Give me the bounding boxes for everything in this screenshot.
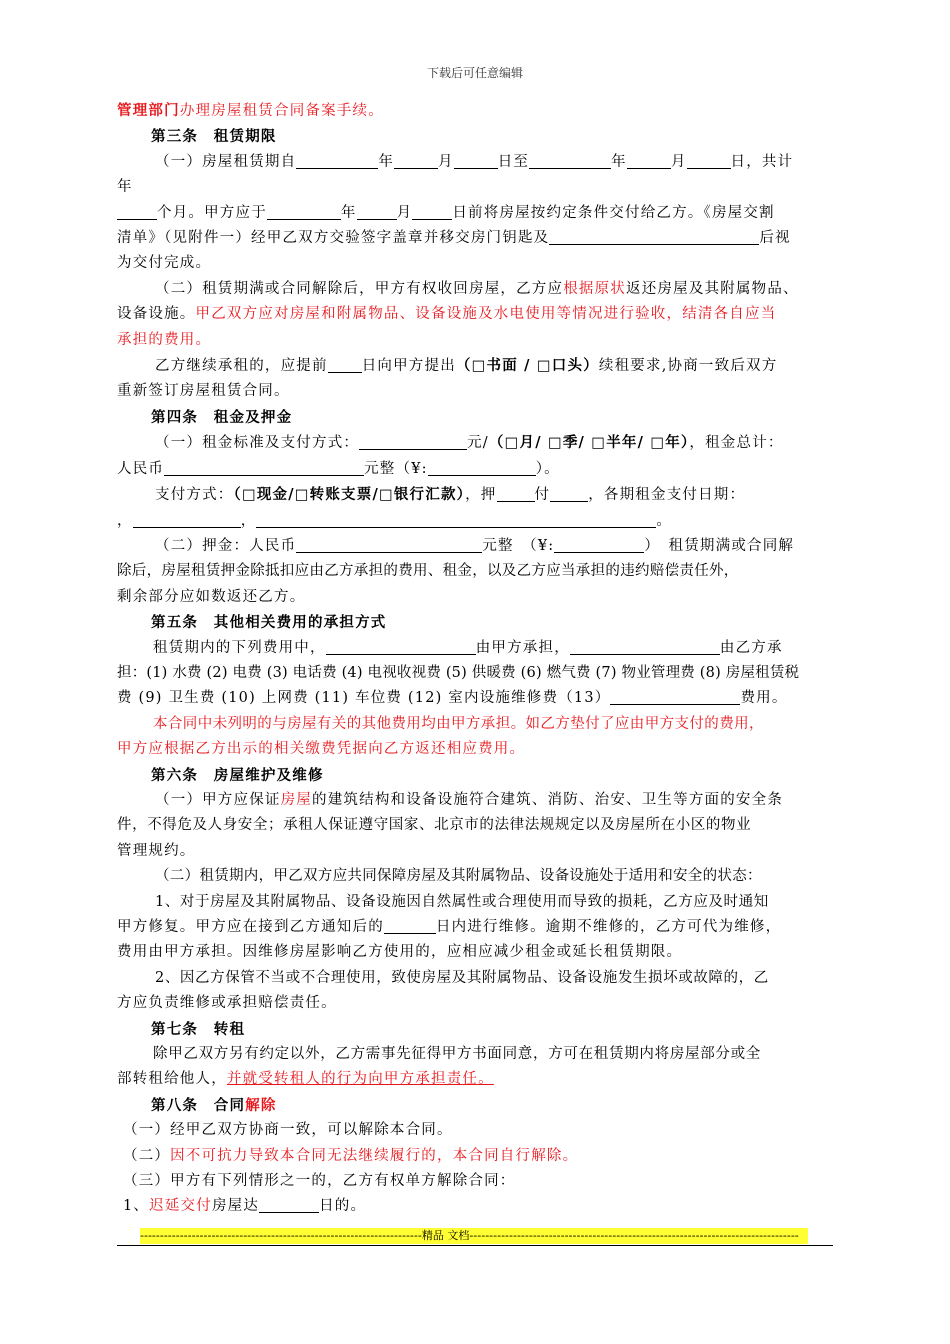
blank-line bbox=[554, 535, 644, 553]
blank-line bbox=[328, 355, 362, 373]
paragraph bbox=[117, 636, 837, 661]
paragraph: 管理规约。 bbox=[117, 842, 196, 859]
footer-dashes-left: ----------------------------------------------------------------------- bbox=[140, 1229, 422, 1242]
blank-line bbox=[267, 202, 341, 220]
text: 月 bbox=[670, 153, 687, 170]
blank-line bbox=[529, 151, 611, 169]
paragraph bbox=[117, 534, 837, 559]
text: 费用。 bbox=[740, 690, 788, 707]
paragraph: 1、对于房屋及其附属物品、设备设施因自然属性或合理使用而导致的损耗，乙方应及时通知 bbox=[155, 893, 769, 910]
red-text: 办理房屋租赁合同备案手续。 bbox=[179, 103, 384, 119]
text: ，租金总计： bbox=[689, 435, 784, 452]
text: 付 bbox=[534, 487, 551, 504]
text: 元/ bbox=[467, 435, 489, 452]
paragraph bbox=[117, 915, 837, 940]
text: （二）租赁期满或合同解除后，甲方有权收回房屋，乙方应 bbox=[155, 280, 564, 297]
text: 部转租给他人， bbox=[117, 1071, 227, 1088]
red-text: 房屋 bbox=[280, 791, 313, 808]
paragraph: 除后，房屋租赁押金除抵扣应由乙方承担的费用、租金，以及乙方应当承担的违约赔偿责任外， bbox=[117, 563, 739, 580]
text: ， bbox=[240, 512, 257, 529]
article-6-heading: 第六条 房屋维护及维修 bbox=[151, 766, 324, 784]
text: 由乙方承 bbox=[719, 639, 783, 656]
paragraph: 2、因乙方保管不当或不合理使用，致使房屋及其附属物品、设备设施发生损坏或故障的，乙 bbox=[155, 969, 769, 986]
blank-line bbox=[550, 484, 588, 502]
red-underlined-text: 并就受转租人的行为向甲方承担责任。 bbox=[226, 1071, 494, 1088]
checkbox-options: （□月/ □季/ □半年/ □年） bbox=[488, 434, 690, 452]
text: 甲方修复。甲方应在接到乙方通知后的 bbox=[117, 919, 384, 935]
paragraph bbox=[117, 201, 837, 226]
paragraph bbox=[117, 1067, 837, 1092]
page-header: 下载后可任意编辑 bbox=[426, 66, 523, 80]
text: 日至 bbox=[497, 153, 530, 170]
text: 支付方式： bbox=[155, 487, 234, 504]
text: ， bbox=[117, 512, 133, 529]
text: 年 bbox=[340, 204, 357, 221]
text: 。 bbox=[656, 512, 673, 529]
blank-line bbox=[296, 535, 482, 553]
blank-line bbox=[549, 227, 759, 245]
paragraph: 剩余部分应如数返还乙方。 bbox=[117, 588, 306, 605]
paragraph: 件，不得危及人身安全；承租人保证遵守国家、北京市的法律法规规定以及房屋所在小区的物业 bbox=[117, 817, 752, 834]
paragraph: 甲方应根据乙方出示的相关缴费凭据向乙方返还相应费用。 bbox=[117, 741, 526, 758]
paragraph: （一）经甲乙双方协商一致，可以解除本合同。 bbox=[123, 1122, 453, 1139]
text: 日前将房屋按约定条件交付给乙方。《房屋交割 bbox=[452, 204, 775, 221]
paragraph: 为交付完成。 bbox=[117, 255, 212, 272]
blank-line bbox=[357, 202, 397, 220]
text: （一）租金标准及支付方式： bbox=[155, 435, 360, 452]
text: （二）押金：人民币 bbox=[155, 537, 297, 554]
paragraph bbox=[117, 457, 837, 482]
red-text: 甲乙双方应对房屋和附属物品、设备设施及水电使用等情况进行验收，结清各自应当 bbox=[195, 306, 777, 323]
blank-line bbox=[394, 151, 438, 169]
text: ，押 bbox=[465, 487, 497, 504]
article-3-heading: 第三条 租赁期限 bbox=[151, 128, 277, 146]
text: ） 租赁期满或合同解 bbox=[644, 537, 795, 554]
paragraph: 重新签订房屋租赁合同。 bbox=[117, 383, 290, 400]
paragraph bbox=[117, 226, 837, 251]
paragraph bbox=[117, 686, 837, 711]
paragraph: （三）甲方有下列情形之一的，乙方有权单方解除合同： bbox=[123, 1173, 516, 1190]
text: 第八条 合同 bbox=[151, 1096, 246, 1114]
footer-rule bbox=[117, 1245, 833, 1246]
text: 年 bbox=[611, 153, 627, 170]
text: ，各期租金支付日期： bbox=[588, 487, 746, 504]
blank-line bbox=[570, 637, 720, 655]
text: 由甲方承担， bbox=[475, 639, 570, 656]
paragraph: 担：(1) 水费 (2) 电费 (3) 电话费 (4) 电视收视费 (5) 供暖费 (6) 燃气费 (7) 物业管理费 (8) 房屋租赁税 bbox=[117, 664, 800, 681]
checkbox-options: （□书面 / □口头） bbox=[455, 357, 599, 375]
red-text: 因不可抗力导致本合同无法继续履行的，本合同自行解除。 bbox=[170, 1147, 579, 1164]
paragraph: 除甲乙双方另有约定以外，乙方需事先征得甲方书面同意，方可在租赁期内将房屋部分或全 bbox=[153, 1046, 761, 1063]
checkbox-options: （□现金/□转账支票/□银行汇款） bbox=[233, 486, 466, 504]
text: 元整（¥: bbox=[364, 460, 428, 477]
text: 返还房屋及其附属物品、 bbox=[626, 280, 799, 297]
text: 月 bbox=[438, 153, 454, 170]
text: 后视 bbox=[759, 230, 791, 247]
text: 房屋达 bbox=[211, 1198, 260, 1215]
paragraph: 承担的费用。 bbox=[117, 331, 212, 348]
text: （二） bbox=[123, 1147, 171, 1164]
paragraph: 本合同中未列明的与房屋有关的其他费用均由甲方承担。如乙方垫付了应由甲方支付的费用， bbox=[153, 715, 764, 732]
text: 的建筑结构和设备设施符合建筑、消防、治安、卫生等方面的安全条 bbox=[312, 791, 784, 808]
text: 租赁期内的下列费用中， bbox=[153, 639, 326, 656]
blank-line bbox=[359, 432, 467, 450]
text: 月 bbox=[396, 204, 413, 221]
text: 日的。 bbox=[319, 1198, 367, 1215]
paragraph bbox=[117, 277, 837, 302]
paragraph: （二）租赁期内，甲乙双方应共同保障房屋及其附属物品、设备设施处于适用和安全的状态： bbox=[155, 868, 762, 885]
text: 1、 bbox=[123, 1198, 150, 1215]
blank-line bbox=[326, 637, 476, 655]
text: （一）甲方应保证 bbox=[155, 791, 281, 808]
blank-line bbox=[412, 202, 452, 220]
blank-line bbox=[610, 687, 740, 705]
blank-line bbox=[454, 151, 498, 169]
article-8-heading bbox=[117, 1093, 837, 1118]
blank-line bbox=[497, 484, 535, 502]
paragraph bbox=[117, 788, 837, 813]
text: 设备设施。 bbox=[117, 306, 196, 323]
text: 费 (9) 卫生费 (10) 上网费 (11) 车位费 (12) 室内设施维修费（13） bbox=[117, 690, 611, 707]
text: 年 bbox=[378, 153, 395, 170]
paragraph bbox=[117, 353, 837, 379]
red-text: 根据原状 bbox=[563, 280, 627, 297]
paragraph: 方应负责维修或承担赔偿责任。 bbox=[117, 995, 337, 1012]
text: 乙方继续承租的，应提前 bbox=[155, 358, 328, 375]
blank-line bbox=[259, 1195, 319, 1213]
red-text: 管理部门 bbox=[117, 102, 180, 119]
text: 续租要求,协商一致后双方 bbox=[598, 358, 778, 375]
paragraph bbox=[117, 1144, 837, 1169]
paragraph bbox=[117, 509, 837, 534]
blank-line bbox=[627, 151, 671, 169]
red-text: 迟延交付 bbox=[149, 1198, 212, 1215]
paragraph: 年 bbox=[117, 179, 133, 196]
paragraph bbox=[117, 430, 837, 456]
paragraph bbox=[117, 1194, 837, 1219]
text: 元整 （¥: bbox=[482, 537, 555, 554]
red-text: 解除 bbox=[245, 1096, 277, 1114]
article-5-heading: 第五条 其他相关费用的承担方式 bbox=[151, 614, 387, 632]
paragraph: 费用由甲方承担。因维修房屋影响乙方使用的，应相应减少租金或延长租赁期限。 bbox=[117, 944, 683, 961]
blank-line bbox=[428, 458, 536, 476]
footer-label: 精品 文档 bbox=[421, 1229, 470, 1242]
blank-line bbox=[117, 202, 157, 220]
text: 个月。甲方应于 bbox=[157, 204, 267, 221]
article-4-heading: 第四条 租金及押金 bbox=[151, 408, 293, 426]
paragraph bbox=[117, 302, 837, 327]
article-7-heading: 第七条 转租 bbox=[151, 1020, 246, 1038]
footer-dashes-right: ----------------------------------------------------------------------------------- bbox=[469, 1229, 799, 1242]
blank-line bbox=[133, 510, 241, 528]
paragraph bbox=[117, 482, 837, 508]
text: 日内进行维修。逾期不维修的，乙方可代为维修， bbox=[435, 919, 782, 935]
text: 日向甲方提出 bbox=[361, 358, 456, 375]
text: 日，共计 bbox=[730, 153, 794, 170]
contract-body bbox=[117, 98, 837, 1220]
footer-highlight-band bbox=[140, 1228, 808, 1244]
text: 人民币 bbox=[117, 460, 165, 477]
blank-line bbox=[256, 510, 656, 528]
blank-line bbox=[164, 458, 364, 476]
blank-line bbox=[687, 151, 731, 169]
paragraph bbox=[117, 98, 837, 124]
blank-line bbox=[384, 916, 436, 934]
text: 清单》（见附件一）经甲乙双方交验签字盖章并移交房门钥匙及 bbox=[117, 230, 550, 247]
blank-line bbox=[296, 151, 378, 169]
text: （一）房屋租赁期自 bbox=[155, 153, 297, 170]
paragraph bbox=[117, 150, 837, 175]
text: ）。 bbox=[535, 460, 560, 477]
